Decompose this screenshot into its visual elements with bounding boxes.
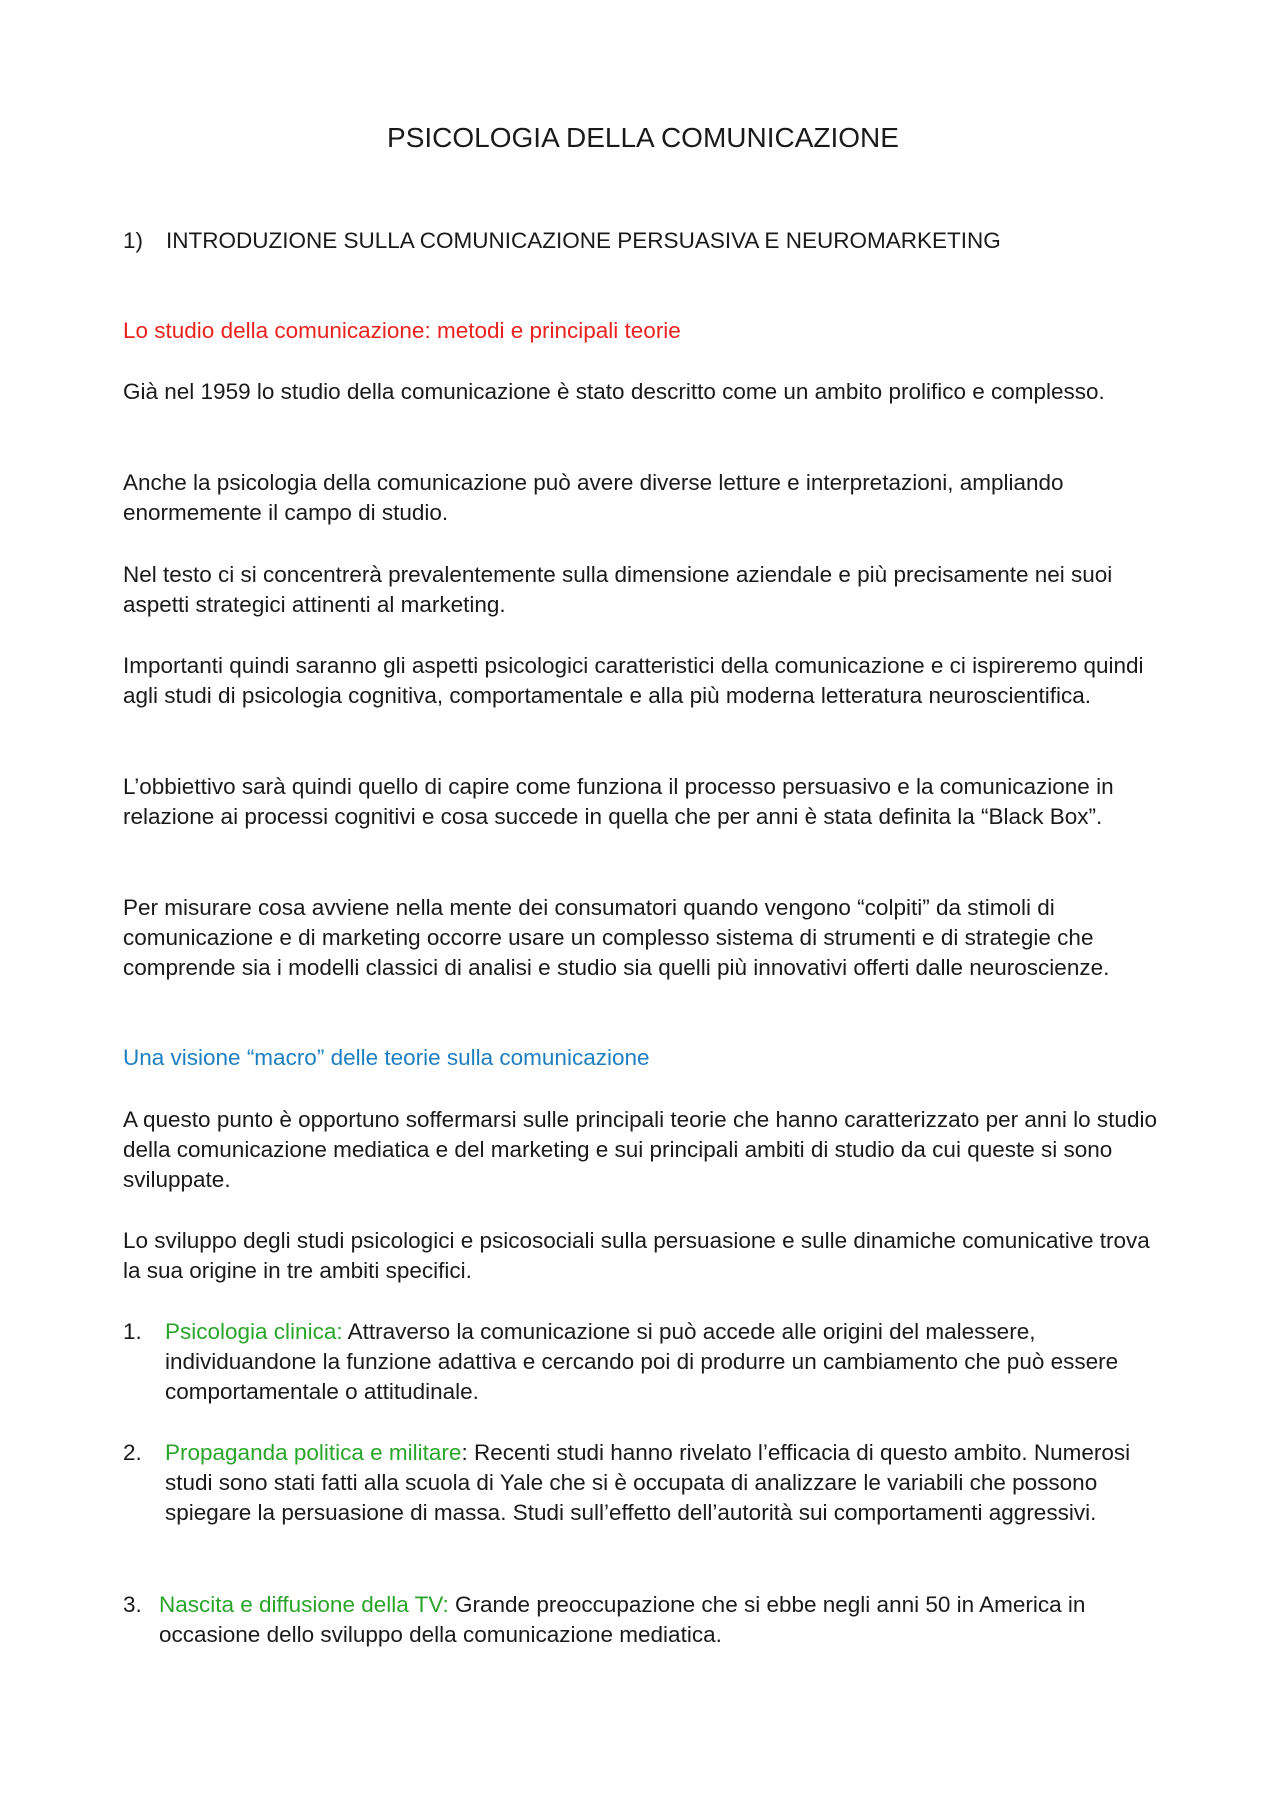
list-item-body — [123, 1590, 1163, 1650]
section-number: 1) — [123, 228, 144, 253]
paragraph: Per misurare cosa avviene nella mente dei consumatori quando vengono “colpiti” da stimoli di comunicazione e di marketing occorre usare un complesso sistema di strumenti e di strategie che comprende sia i modelli classici di analisi e studio sia quelli più innovativi offerti dalle neuroscienze. — [123, 895, 1110, 980]
list-item-body — [123, 1317, 1163, 1407]
paragraph: Importanti quindi saranno gli aspetti psicologici caratteristici della comunicazione e ci ispireremo quindi agli studi di psicologia cognitiva, comportamentale e alla più moderna letteratura neuroscientifica. — [123, 653, 1144, 708]
list-term: Propaganda politica e militare — [165, 1440, 462, 1465]
document-title: PSICOLOGIA DELLA COMUNICAZIONE — [387, 122, 899, 153]
list-term: Nascita e diffusione della TV: — [159, 1592, 449, 1617]
list-text: Attraverso la comunicazione si può accede alle origini del malessere, individuandone la funzione adattiva e cercando poi di produrre un cambiamento che può essere comportamentale o attitudinale. — [165, 1319, 1119, 1404]
list-item-body — [123, 1438, 1163, 1528]
list-marker: 2. — [123, 1440, 142, 1465]
paragraph: Nel testo ci si concentrerà prevalentemente sulla dimensione aziendale e più precisamente nei suoi aspetti strategici attinenti al marketing. — [123, 562, 1113, 617]
paragraph: L’obbiettivo sarà quindi quello di capire come funziona il processo persuasivo e la comunicazione in relazione ai processi cognitivi e cosa succede in quella che per anni è stata definita la “Black Box”. — [123, 774, 1114, 829]
list-term: Psicologia clinica: — [165, 1319, 343, 1344]
subheading-study-methods: Lo studio della comunicazione: metodi e principali teorie — [123, 318, 681, 343]
paragraph: Già nel 1959 lo studio della comunicazione è stato descritto come un ambito prolifico e complesso. — [123, 379, 1105, 404]
section-heading — [123, 228, 1163, 254]
paragraph: Lo sviluppo degli studi psicologici e psicosociali sulla persuasione e sulle dinamiche comunicative trova la sua origine in tre ambiti specifici. — [123, 1228, 1150, 1283]
list-marker: 1. — [123, 1319, 142, 1344]
list-text: : Recenti studi hanno rivelato l’efficacia di questo ambito. Numerosi studi sono stati fatti alla scuola di Yale che si è occupata di analizzare le variabili che possono spiegare la persuasione di massa. Studi sull’effetto dell’autorità sui comportamenti aggressivi. — [165, 1440, 1131, 1525]
paragraph: A questo punto è opportuno soffermarsi sulle principali teorie che hanno caratterizzato per anni lo studio della comunicazione mediatica e del marketing e sui principali ambiti di studio da cui queste si sono sviluppate. — [123, 1107, 1157, 1192]
list-item — [123, 1438, 1163, 1528]
list-item — [123, 1317, 1163, 1407]
list-item — [123, 1590, 1163, 1650]
section-title: INTRODUZIONE SULLA COMUNICAZIONE PERSUASIVA E NEUROMARKETING — [166, 228, 1001, 253]
paragraph: Anche la psicologia della comunicazione può avere diverse letture e interpretazioni, ampliando enormemente il campo di studio. — [123, 470, 1064, 525]
list-marker: 3. — [123, 1592, 142, 1617]
subheading-macro-vision: Una visione “macro” delle teorie sulla comunicazione — [123, 1045, 650, 1070]
list-text: Grande preoccupazione che si ebbe negli anni 50 in America in occasione dello sviluppo della comunicazione mediatica. — [159, 1592, 1086, 1647]
